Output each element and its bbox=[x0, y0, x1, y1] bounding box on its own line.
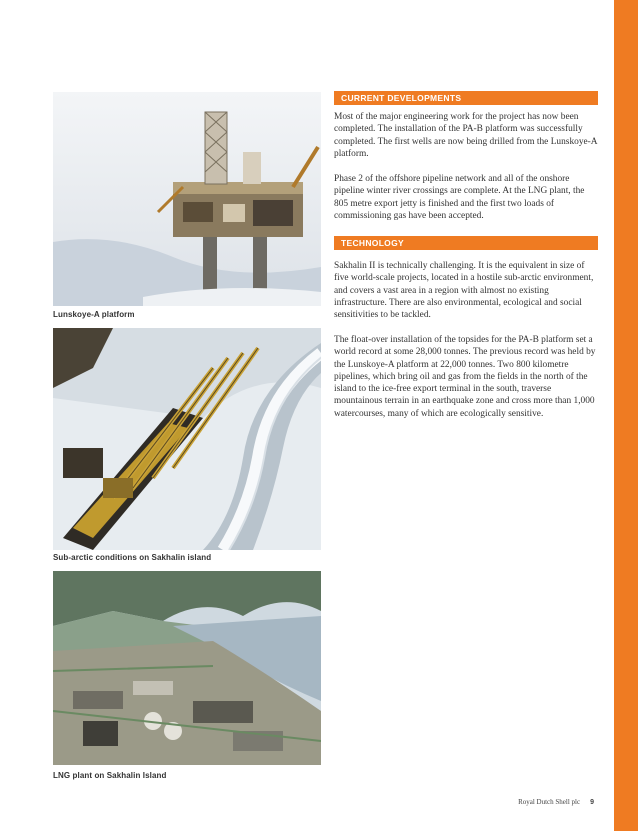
body-paragraph: Most of the major engineering work for the project has now been completed. The installation of the PA-B platform was successfully completed. The first wells are now being drilled from the Lunskoye-A platform. bbox=[334, 112, 598, 159]
page-edge-accent-bar bbox=[614, 0, 638, 831]
lng-plant-photo bbox=[53, 571, 321, 765]
section-heading-current-developments: CURRENT DEVELOPMENTS bbox=[334, 91, 598, 105]
lunskoye-a-platform-photo bbox=[53, 92, 321, 306]
body-paragraph: The float-over installation of the topsides for the PA-B platform set a world record at some 28,000 tonnes. The previous record was held by the Lunskoye-A platform at 22,000 tonnes. Two 800 kilometre pipelines, which bring oil and gas from the fields in the north of the island to the ice-free export terminal in the south, traverse mountainous terrain in an earthquake zone and cross more than 1,000 watercourses, many of which are ecologically sensitive. bbox=[334, 335, 596, 419]
page-number: 9 bbox=[590, 799, 594, 806]
footer-company: Royal Dutch Shell plc bbox=[518, 798, 581, 806]
body-paragraph: Phase 2 of the offshore pipeline network and all of the onshore pipeline winter river crossings are complete. At the LNG plant, the 805 metre export jetty is finished and the first two loads of commissioning gas have been accepted. bbox=[334, 174, 585, 221]
photo-caption: Sub-arctic conditions on Sakhalin island bbox=[53, 553, 212, 562]
sub-arctic-pipeline-photo bbox=[53, 328, 321, 550]
section-heading-technology: TECHNOLOGY bbox=[334, 236, 598, 250]
photo-caption: Lunskoye-A platform bbox=[53, 310, 135, 319]
body-paragraph: Sakhalin II is technically challenging. It is the equivalent in size of five world-scale projects, located in a hostile sub-arctic environment, and covers a vast area in a region with almost no existing infrastructure. There are also environmental, ecological and social sensitivities to be tackled. bbox=[334, 261, 594, 321]
photo-caption: LNG plant on Sakhalin Island bbox=[53, 771, 167, 780]
page-footer bbox=[518, 798, 594, 806]
